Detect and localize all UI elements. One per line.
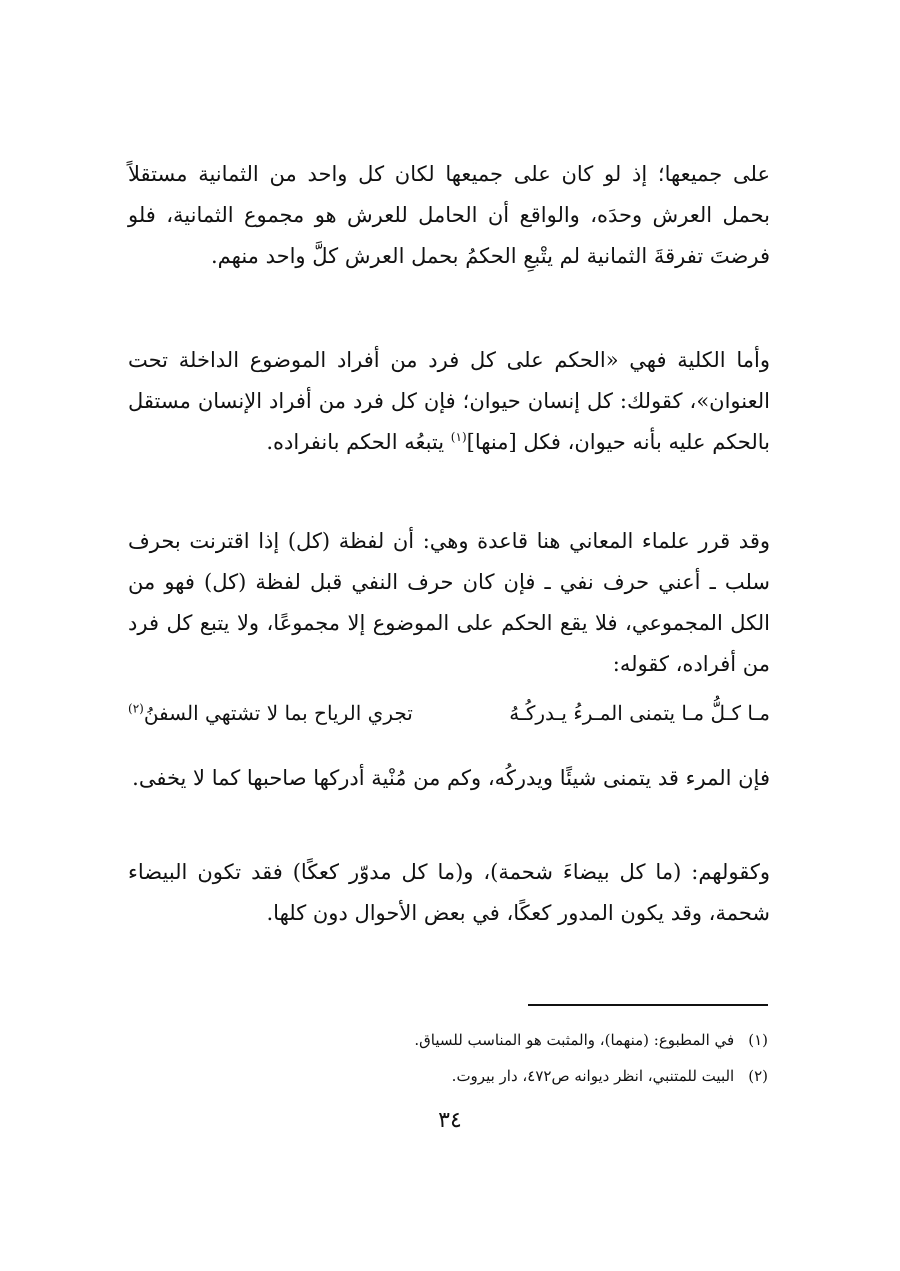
paragraph-3: وقد قرر علماء المعاني هنا قاعدة وهي: أن لفظة (كل) إذا اقترنت بحرف سلب ـ أعني حرف نفي ـ فإن كان حرف النفي قبل لفظة (كل) فهو من الكل المجموعي، فلا يقع الحكم على الموضوع إلا مجموعًا، ولا يتبع كل فرد من أفراده، كقوله: xyxy=(128,529,770,676)
paragraph-5: وكقولهم: (ما كل بيضاءَ شحمة)، و(ما كل مدوّر كعكًا) فقد تكون البيضاء شحمة، وقد يكون المدور كعكًا، في بعض الأحوال دون كلها. xyxy=(128,860,770,925)
verse-second-hemistich xyxy=(128,693,413,733)
verse-second-hemistich-text: تجري الرياح بما لا تشتهي السفنُ xyxy=(143,701,413,725)
footnote-2-number: (٢) xyxy=(748,1067,768,1085)
footnote-1-number: (١) xyxy=(748,1031,768,1049)
footnote-1 xyxy=(300,1028,768,1052)
paragraph-4: فإن المرء قد يتمنى شيئًا ويدركُه، وكم من مُنْية أدركها صاحبها كما لا يخفى. xyxy=(132,766,770,790)
paragraph-2 xyxy=(128,340,770,463)
footnote-reference-1: (١) xyxy=(450,430,467,444)
paragraph-1: على جميعها؛ إذ لو كان على جميعها لكان كل واحد من الثمانية مستقلاً بحمل العرش وحدَه، والواقع أن الحامل للعرش هو مجموع الثمانية، فلو فرضتَ تفرقةَ الثمانية لم يتْبعِ الحكمُ بحمل العرش كلَّ واحد منهم. xyxy=(128,162,770,268)
footnote-2-text: البيت للمتنبي، انظر ديوانه ص٤٧٢، دار بيروت. xyxy=(451,1067,735,1085)
paragraph-2-text-b: يتبعُه الحكم بانفراده. xyxy=(266,430,451,454)
paragraph-2-text-a: وأما الكلية فهي «الحكم على كل فرد من أفراد الموضوع الداخلة تحت العنوان»، كقولك: كل إنسان حيوان؛ فإن كل فرد من أفراد الإنسان مستقل بالحكم عليه بأنه حيوان، فكل [منها] xyxy=(128,348,770,454)
footnote-1-text: في المطبوع: (منهما)، والمثبت هو المناسب للسياق. xyxy=(414,1031,735,1049)
verse-first-hemistich: مـا كـلُّ مـا يتمنى المـرءُ يـدركُـهُ xyxy=(509,701,770,725)
footnote-separator xyxy=(528,1004,768,1006)
poetry-verse xyxy=(128,693,770,733)
footnote-2 xyxy=(300,1064,768,1088)
footnote-reference-2: (٢) xyxy=(128,701,144,716)
page-number: ٣٤ xyxy=(438,1108,462,1133)
